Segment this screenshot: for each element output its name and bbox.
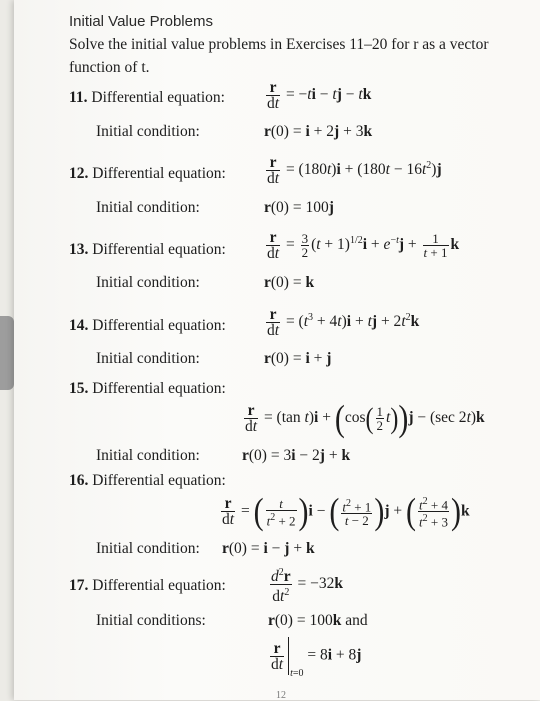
diffeq-label: Differential equation: <box>92 380 226 397</box>
intro-line-2: function of t. <box>69 59 150 76</box>
problem-16-equation: $\frac{r}{dt}$ = ( $\frac{t}{t^2 + 2}$ )i − ( $\frac{t^2 + 1}{t - 2}$ )j + ( $\frac{t^2 + 4}{t^2 + 3}$ )k <box>222 490 470 532</box>
diffeq-label: Differential equation: <box>92 241 226 258</box>
problem-16-ic: r(0) = i − j + k <box>222 540 315 557</box>
problem-13-number: 13. <box>69 241 89 258</box>
page-edge-tab <box>0 316 14 390</box>
problem-15-label <box>69 380 226 398</box>
problem-12-label <box>69 165 226 183</box>
problem-12-equation: $\frac{r}{dt}$ = $(180t)i + (180t - 16t^2)j$ <box>267 154 442 187</box>
problem-17-ic-label: Initial conditions: <box>96 612 206 629</box>
problem-14-ic-label: Initial condition: <box>96 350 200 367</box>
problem-16-ic-label: Initial condition: <box>96 540 200 557</box>
problem-12-number: 12. <box>69 165 89 182</box>
section-heading: Initial Value Problems <box>69 13 213 30</box>
diffeq-label: Differential equation: <box>92 165 226 182</box>
problem-13-ic-label: Initial condition: <box>96 274 200 291</box>
problem-17-ic-1: r(0) = 100k and <box>268 612 368 629</box>
problem-17-label <box>69 577 226 595</box>
problem-14-ic: r(0) = i + j <box>264 350 332 367</box>
diffeq-label: Differential equation: <box>91 89 225 106</box>
problem-12-ic-label: Initial condition: <box>96 199 200 216</box>
textbook-page <box>14 0 540 700</box>
problem-13-equation: $\frac{r}{dt}$ = $\frac{3}{2}$ $(t + 1)^{1/2}i + e^{-t}j$ + $\frac{1}{t + 1}$ k <box>267 229 460 262</box>
intro-line-1: Solve the initial value problems in Exercises 11–20 for r as a vector <box>69 36 489 53</box>
problem-15-ic-label: Initial condition: <box>96 447 200 464</box>
problem-17-number: 17. <box>69 577 89 594</box>
problem-14-number: 14. <box>69 317 89 334</box>
intro-text <box>69 33 489 79</box>
diffeq-label: Differential equation: <box>92 317 226 334</box>
problem-15-number: 15. <box>69 380 89 397</box>
problem-14-label <box>69 317 226 335</box>
problem-17-equation: $\frac{d^2r}{dt^2}$ = −32k <box>271 567 343 606</box>
diffeq-label: Differential equation: <box>92 472 226 489</box>
problem-15-equation: $\frac{r}{dt}$ = (tan t)i + (cos( $\frac{1}{2}$ t))j − (sec 2t)k <box>245 397 485 439</box>
problem-11-label <box>69 89 225 107</box>
problem-16-label <box>69 472 226 490</box>
problem-11-ic: r(0) = i + 2j + 3k <box>264 123 373 140</box>
diffeq-label: Differential equation: <box>92 577 226 594</box>
problem-11-number: 11. <box>69 89 88 106</box>
problem-13-label <box>69 241 226 259</box>
problem-11-equation: $\frac{r}{dt}$ = −ti − tj − tk <box>267 79 372 112</box>
problem-11-ic-label: Initial condition: <box>96 123 200 140</box>
problem-13-ic: r(0) = k <box>264 274 315 291</box>
problem-14-equation: $\frac{r}{dt}$ = $(t^3 + 4t)i$ + tj + $2t^2k$ <box>267 306 420 339</box>
problem-15-ic: r(0) = 3i − 2j + k <box>242 447 351 464</box>
problem-16-number: 16. <box>69 472 89 489</box>
problem-17-ic-2: $\frac{r}{dt}$ $_{t=0}$ = 8i + 8j <box>268 637 361 679</box>
problem-12-ic: r(0) = 100j <box>264 199 334 216</box>
page-footer-number: 12 <box>276 690 286 701</box>
